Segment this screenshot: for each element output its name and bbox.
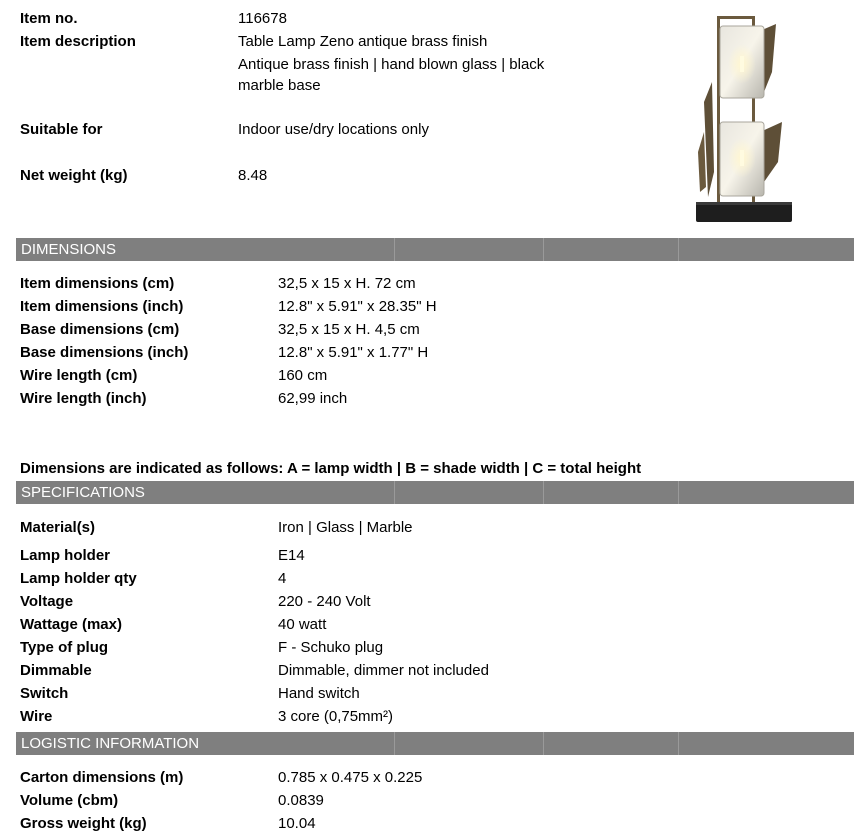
item-description-line-1: Table Lamp Zeno antique brass finish bbox=[238, 33, 488, 50]
dimensions-note: Dimensions are indicated as follows: A = lamp width | B = shade width | C = total height bbox=[20, 460, 642, 477]
dimension-row-value: 32,5 x 15 x H. 72 cm bbox=[278, 275, 416, 292]
table-lamp-photo bbox=[690, 12, 794, 226]
item-no-label: Item no. bbox=[20, 10, 78, 27]
spec-row-value: F - Schuko plug bbox=[278, 639, 384, 656]
spec-row-label: Wattage (max) bbox=[20, 616, 122, 633]
spec-row-label: Type of plug bbox=[20, 639, 109, 656]
dimension-row-label: Wire length (inch) bbox=[20, 390, 147, 407]
dimension-row-label: Item dimensions (inch) bbox=[20, 298, 184, 315]
net-weight-value: 8.48 bbox=[238, 167, 268, 184]
item-description-label: Item description bbox=[20, 33, 136, 50]
dimension-row-value: 160 cm bbox=[278, 367, 328, 384]
spec-row-label: Lamp holder bbox=[20, 547, 111, 564]
specifications-title: SPECIFICATIONS bbox=[21, 484, 145, 501]
dimension-row-label: Base dimensions (inch) bbox=[20, 344, 189, 361]
spec-row-label: Dimmable bbox=[20, 662, 92, 679]
logistic-row-value: 0.0839 bbox=[278, 792, 324, 809]
spec-row-value: E14 bbox=[278, 547, 305, 564]
logistic-row-label: Volume (cbm) bbox=[20, 792, 119, 809]
spec-row-value: 4 bbox=[278, 570, 287, 587]
spec-row-value: Hand switch bbox=[278, 685, 360, 702]
dimension-row-value: 62,99 inch bbox=[278, 390, 348, 407]
suitable-for-value: Indoor use/dry locations only bbox=[238, 121, 429, 138]
specifications-section-header bbox=[16, 481, 854, 504]
column-separator bbox=[394, 238, 395, 261]
spec-row-label: Lamp holder qty bbox=[20, 570, 137, 587]
material-label: Material(s) bbox=[20, 519, 96, 536]
suitable-for-label: Suitable for bbox=[20, 121, 103, 138]
dimensions-title: DIMENSIONS bbox=[21, 241, 117, 258]
item-description-line-2: Antique brass finish | hand blown glass | black bbox=[238, 56, 545, 73]
column-separator bbox=[543, 732, 544, 755]
item-description-line-3: marble base bbox=[238, 77, 321, 94]
material-value: Iron | Glass | Marble bbox=[278, 519, 413, 536]
column-separator bbox=[543, 481, 544, 504]
spec-row-label: Switch bbox=[20, 685, 69, 702]
net-weight-label: Net weight (kg) bbox=[20, 167, 128, 184]
column-separator bbox=[678, 732, 679, 755]
logistics-section-header bbox=[16, 732, 854, 755]
item-no-value: 116678 bbox=[238, 10, 287, 27]
dimension-row-value: 12.8" x 5.91" x 28.35" H bbox=[278, 298, 437, 315]
logistics-title: LOGISTIC INFORMATION bbox=[21, 735, 200, 752]
column-separator bbox=[543, 238, 544, 261]
spec-row-value: 40 watt bbox=[278, 616, 327, 633]
logistic-row-label: Carton dimensions (m) bbox=[20, 769, 184, 786]
dimension-row-value: 32,5 x 15 x H. 4,5 cm bbox=[278, 321, 420, 338]
logistic-row-label: Gross weight (kg) bbox=[20, 815, 147, 832]
dimension-row-label: Item dimensions (cm) bbox=[20, 275, 175, 292]
logistic-row-value: 0.785 x 0.475 x 0.225 bbox=[278, 769, 423, 786]
column-separator bbox=[678, 238, 679, 261]
dimension-row-label: Base dimensions (cm) bbox=[20, 321, 180, 338]
spec-row-value: 220 - 240 Volt bbox=[278, 593, 371, 610]
logistic-row-value: 10.04 bbox=[278, 815, 316, 832]
spec-row-value: Dimmable, dimmer not included bbox=[278, 662, 489, 679]
dimension-row-value: 12.8" x 5.91" x 1.77" H bbox=[278, 344, 429, 361]
column-separator bbox=[394, 732, 395, 755]
dimensions-section-header bbox=[16, 238, 854, 261]
spec-row-label: Wire bbox=[20, 708, 53, 725]
column-separator bbox=[394, 481, 395, 504]
spec-row-label: Voltage bbox=[20, 593, 74, 610]
dimension-row-label: Wire length (cm) bbox=[20, 367, 138, 384]
spec-row-value: 3 core (0,75mm²) bbox=[278, 708, 394, 725]
column-separator bbox=[678, 481, 679, 504]
